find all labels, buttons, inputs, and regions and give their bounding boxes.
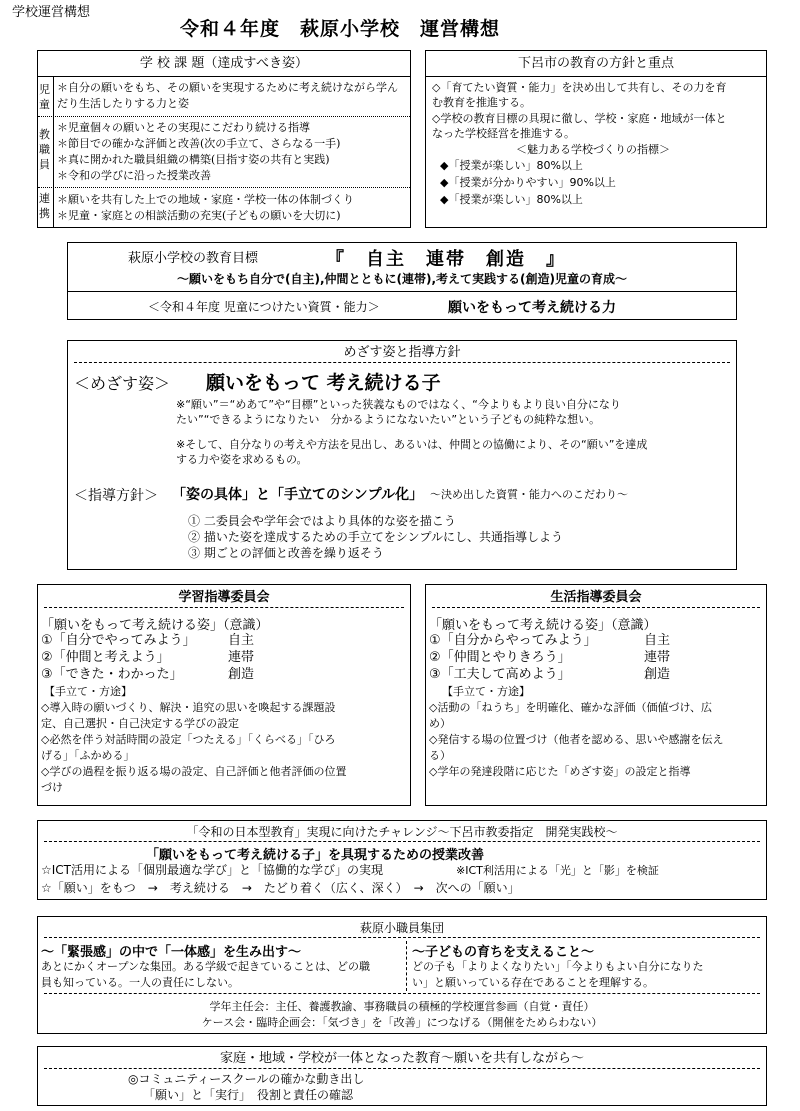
aim-note: ※“願い”＝“めあて”や“目標”といった狭義なものではなく、“今よりもより良い自分になり [176,398,621,411]
issues-line: ＊令和の学びに沿った授業改善 [57,169,211,182]
life-method: る） [429,749,451,762]
issues-line: ＊真に開かれた職員組織の構築(目指す姿の共有と実践) [57,153,330,166]
aim-note: する力や姿を求めるもの。 [176,453,308,466]
life-goal-tag: 自主 [644,633,671,648]
issues-line: ＊自分の願いをもち、その願いを実現するために考え続けながら学ん [57,81,398,94]
issues-line: ＊児童・家庭との相談活動の充実(子どもの願いを大切に) [57,209,341,222]
learning-aim: 「願いをもって考え続ける姿」（意識） [41,618,269,633]
aim-item: ① 二委員会や学年会ではより具体的な姿を描こう [188,514,456,528]
staff-bottom2: ケース会・臨時企画会：「気づき」を「改善」につなげる（開催をためらわない） [201,1016,603,1029]
life-goal: ①「自分からやってみよう」 [429,633,597,648]
learning-goal: ②「仲間と考えよう」 [41,650,170,665]
education-goal-box [67,242,737,320]
community-line1: ◎コミュニティースクールの確かな動き出し [128,1072,365,1086]
staff-bottom1: 学年主任会：主任、養護教諭、事務職員の積極的学校運営参画（自覚・責任） [209,1000,595,1013]
learning-goal-tag: 創造 [228,667,255,682]
aim-item: ③ 期ごとの評価と改善を繰り返そう [188,546,384,560]
learning-committee-box [37,584,411,806]
school-issues-heading: 学 校 課 題（達成すべき姿） [139,56,309,71]
life-heading: 生活指導委員会 [550,590,642,605]
life-goal: ③「工夫して高めよう」 [429,667,571,682]
policy-line: む教育を推進する。 [432,96,531,109]
aim-policy-box [67,340,737,570]
policy-indicator: ◆「授業が楽しい」80%以上 [440,159,583,172]
issues-line: だり生活したりする力と姿 [57,97,189,110]
issues-side-staff: 教職員 [39,128,50,171]
policy-line: なった学校経営を推進する。 [432,127,575,140]
aim-item: ② 描いた姿を達成するための手立てをシンプルにし、共通指導しよう [188,530,564,544]
policy-indicator: ◆「授業が楽しい」80%以上 [440,193,583,206]
life-method: ◇学年の発達段階に応じた「めざす姿」の設定と指導 [429,765,691,778]
challenge-line3: ☆「願い」をもつ → 考え続ける → たどり着く（広く、深く） → 次への「願い」 [41,881,520,895]
challenge-line2-note: ※ICT利活用による「光」と「影」を検証 [456,864,659,877]
goal-subtitle: ～願いをもち自分で(自主),仲間とともに(連帯),考えて実践する(創造)児童の育成～ [176,272,628,286]
goal-motto: 『 自主 連帯 創造 』 [326,249,566,270]
challenge-box [37,820,767,900]
policy-text: 「姿の具体」と「手立てのシンプル化」 [172,487,424,503]
ability-label: ＜令和４年度 児童につけたい資質・能力＞ [148,300,380,314]
challenge-line1: 「願いをもって考え続ける子」を具現するための授業改善 [146,848,485,863]
page-title: 令和４年度 萩原小学校 運営構想 [180,18,501,40]
aim-note: たい”“できるようになりたい 分かるようになないたい”という子どもの純粋な想い。 [176,413,601,426]
community-line2: 「願い」と「実行」 役割と責任の確認 [143,1088,354,1102]
policy-tail: ～決め出した資質・能力へのこだわり～ [430,488,628,501]
aim-text: 願いをもって 考え続ける子 [206,372,441,394]
policy-line: ◇学校の教育目標の具現に徹し、学校・家庭・地域が一体と [432,112,727,125]
challenge-line2: ☆ICT活用による「個別最適な学び」と「協働的な学び」の実現 [41,863,384,877]
life-aim: 「願いをもって考え続ける姿」（意識） [429,618,657,633]
life-method: ◇活動の「ねうち」を明確化、確かな評価（価値づけ、広 [429,701,713,714]
life-goal: ②「仲間とやりきろう」 [429,650,571,665]
learning-method: ◇必然を伴う対話時間の設定「つたえる」「くらべる」「ひろ [41,733,336,746]
life-method: め） [429,717,451,730]
staff-left-title: ～「緊張感」の中で「一体感」を生み出す～ [41,945,302,960]
staff-right-line: どの子も「よりよくなりたい」「今よりもよい自分になりた [412,960,704,973]
challenge-heading: 「令和の日本型教育」実現に向けたチャレンジ～下呂市教委指定 開発実践校～ [186,825,618,839]
life-committee-box [425,584,767,806]
staff-left-line: 員も知っている。一人の責任にしない。 [41,976,239,989]
issues-line: ＊節目での確かな評価と改善(次の手立て、さらなる一手) [57,137,341,150]
staff-group-box [37,916,767,1034]
learning-goal: ③「できた・わかった」 [41,667,183,682]
aim-label: ＜めざす姿＞ [74,374,171,393]
school-issues-box [37,50,411,228]
city-policy-box [425,50,767,228]
learning-heading: 学習指導委員会 [178,590,270,605]
learning-method: づけ [41,781,63,794]
policy-label: ＜指導方針＞ [74,488,158,504]
life-goal-tag: 連帯 [644,650,671,665]
life-method-label: 【手立て・方途】 [442,685,530,698]
policy-indicator: ◆「授業が分かりやすい」90%以上 [440,176,616,189]
goal-label: 萩原小学校の教育目標 [128,251,259,266]
city-policy-heading: 下呂市の教育の方針と重点 [517,56,674,71]
aim-heading: めざす姿と指導方針 [343,345,461,360]
community-box [37,1046,767,1106]
ability-text: 願いをもって考え続ける力 [448,300,616,316]
learning-method: ◇導入時の願いづくり、解決・追究の思いを喚起する課題設 [41,701,336,714]
staff-right-title: ～子どもの育ちを支えること～ [412,945,595,960]
issues-side-cooperation: 連携 [39,192,50,220]
staff-right-line: い」と願いっている存在であることを理解する。 [412,976,654,989]
learning-method: ◇学びの過程を振り返る場の設定、自己評価と他者評価の位置 [41,765,347,778]
community-heading: 家庭・地域・学校が一体となった教育～願いを共有しながら～ [219,1051,584,1066]
learning-method-label: 【手立て・方途】 [44,685,132,698]
issues-side-children: 児童 [39,83,50,111]
header-label: 学校運営構想 [12,5,91,20]
staff-heading: 萩原小職員集団 [359,921,444,935]
learning-goal-tag: 自主 [228,633,255,648]
learning-goal: ①「自分でやってみよう」 [41,633,196,648]
staff-left-line: あとにかくオープンな集団。ある学級で起きていることは、どの職 [41,960,371,973]
policy-sub-heading: ＜魅力ある学校づくりの指標＞ [516,143,670,156]
life-goal-tag: 創造 [644,667,671,682]
policy-line: ◇「育てたい資質・能力」を決め出して共有し、その力を育 [432,81,727,94]
learning-method: げる」「ふかめる」 [41,749,135,762]
life-method: ◇発信する場の位置づけ（他者を認める、思いや感謝を伝え [429,733,724,746]
learning-goal-tag: 連帯 [228,650,255,665]
aim-note: ※そして、自分なりの考えや方法を見出し、あるいは、仲間との協働により、その“願い”を達成 [176,438,648,451]
issues-line: ＊願いを共有した上での地域・家庭・学校一体の体制づくり [57,193,354,206]
issues-line: ＊児童個々の願いとその実現にこだわり続ける指導 [57,121,310,134]
learning-method: 定、自己選択・自己決定する学びの設定 [41,717,239,730]
